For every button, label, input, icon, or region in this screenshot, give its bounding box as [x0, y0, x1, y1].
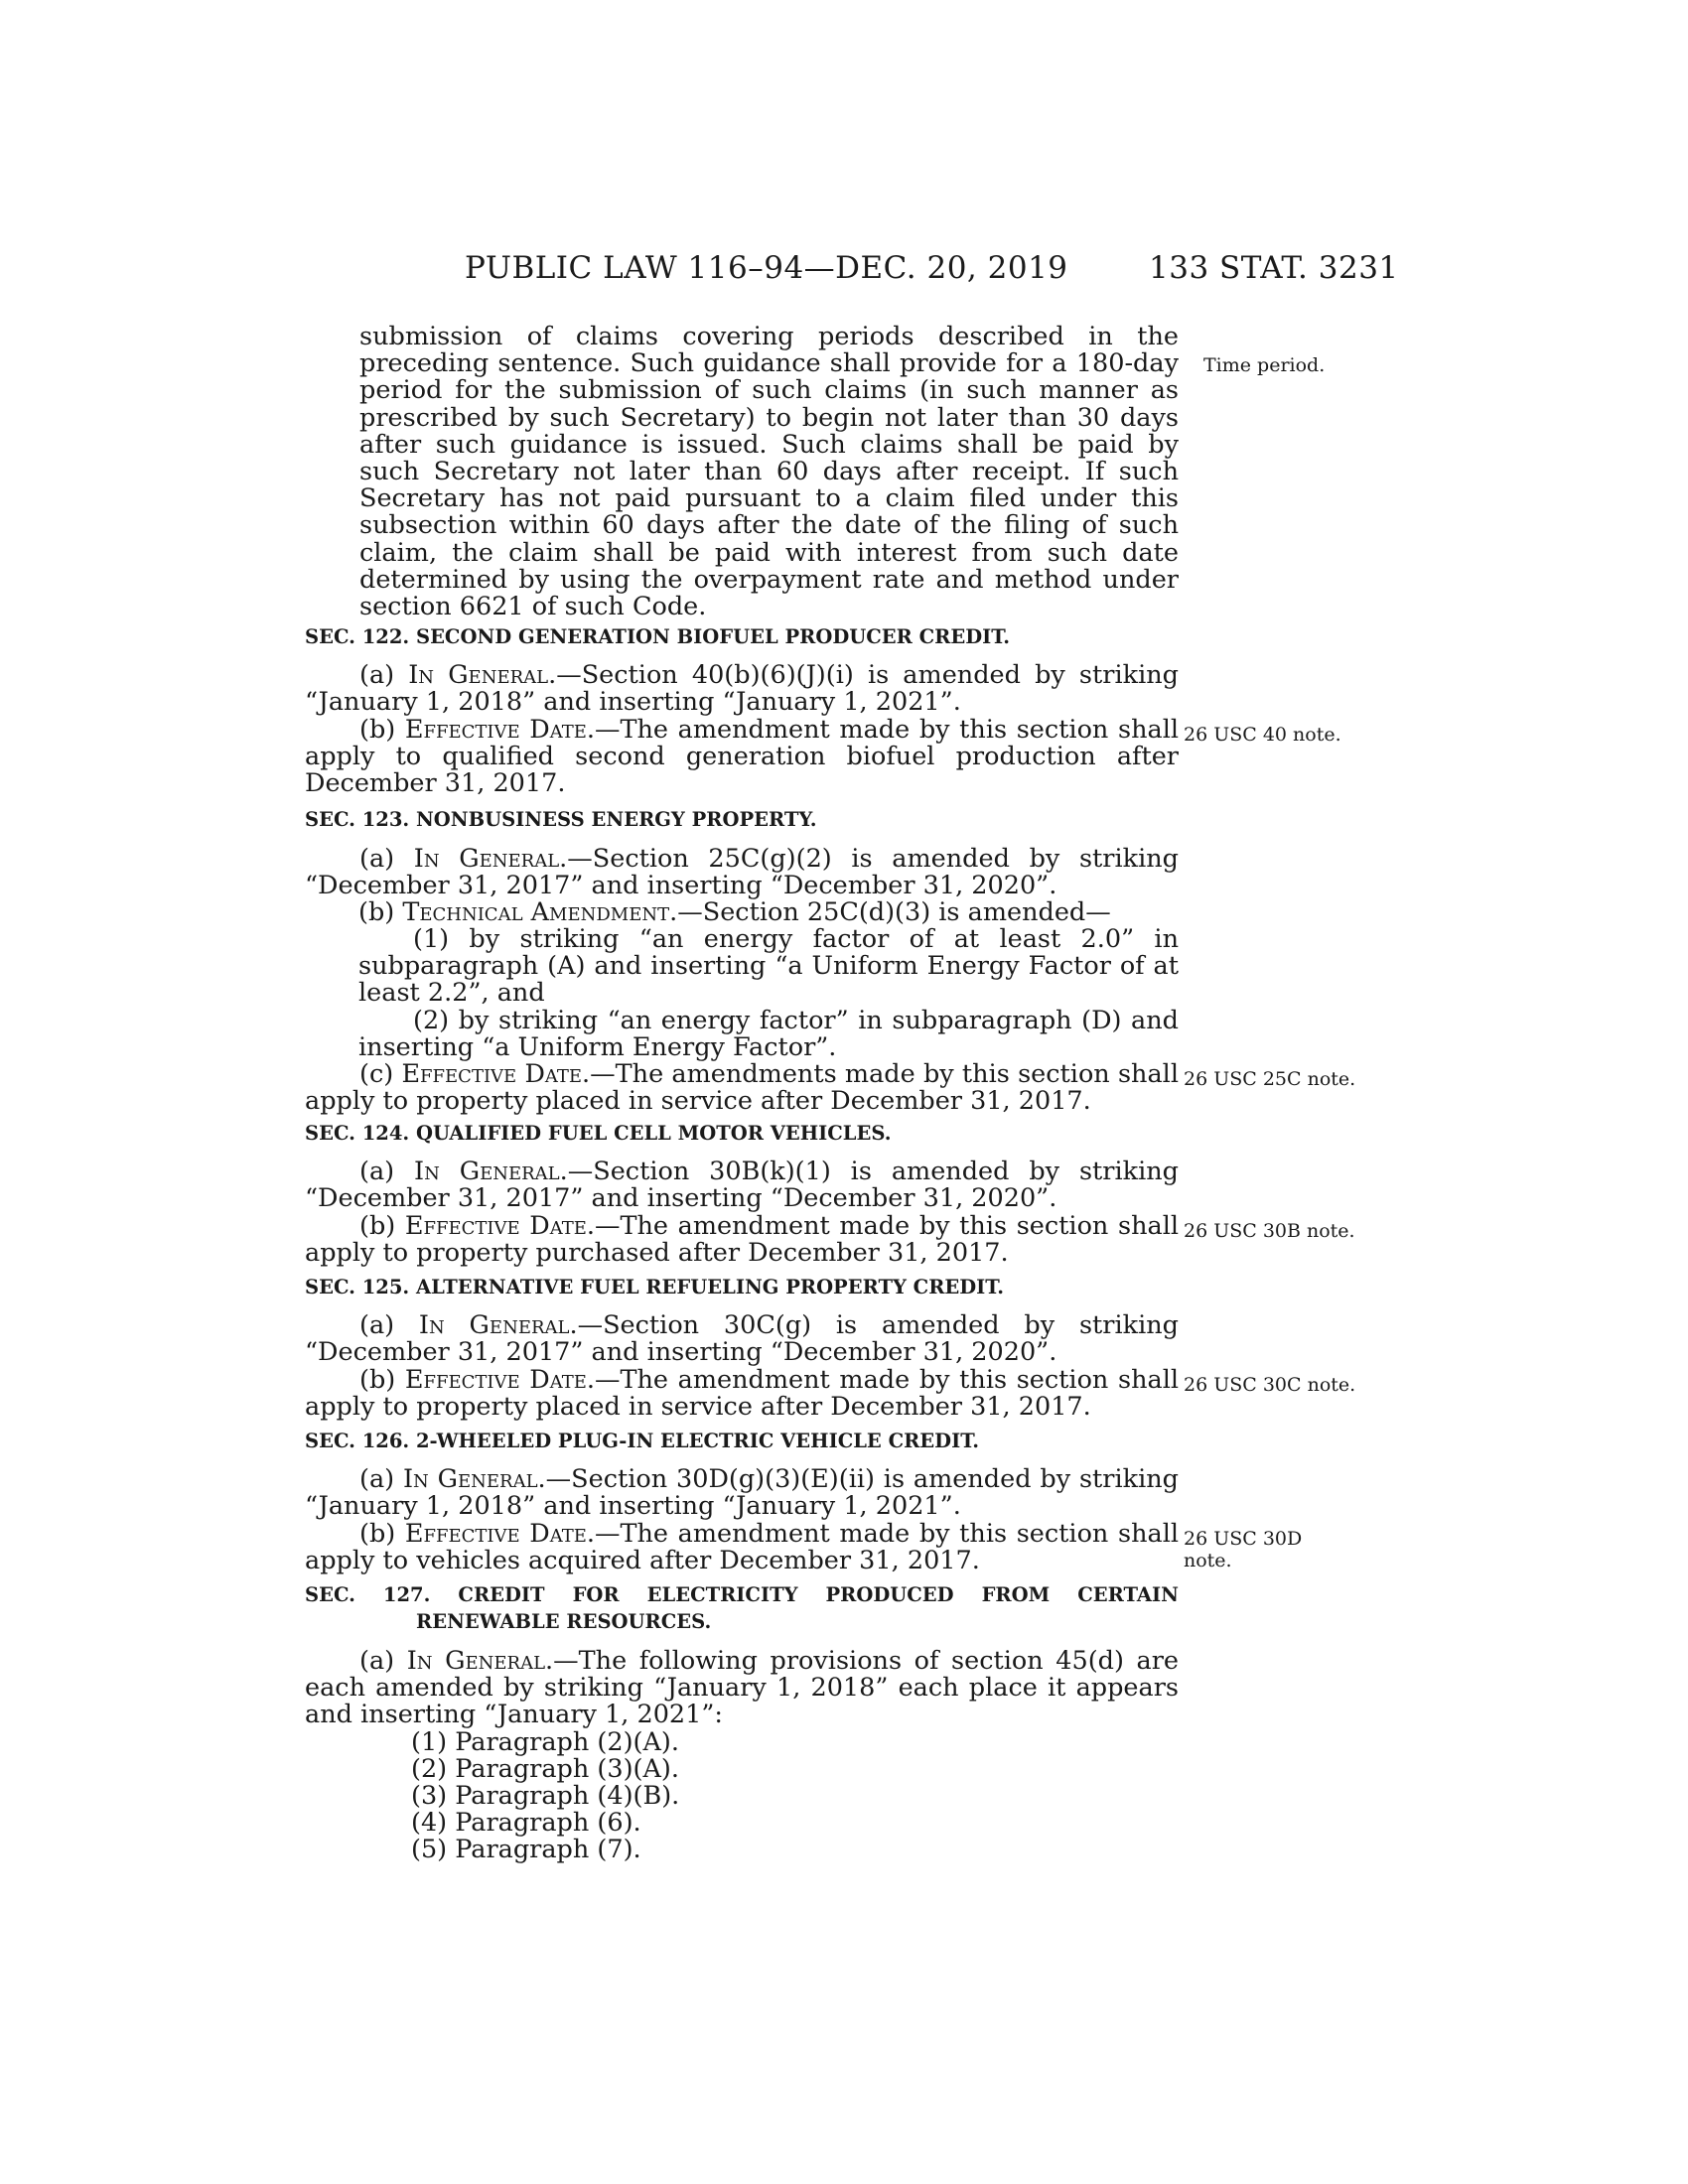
continuation-paragraph: submission of claims covering periods described in the preceding sentence. Such guidance shall provide for a 180-day period for the submission of such claims (in such manner as prescribed by such Secretary) to begin not later than 30 days after such guidance is issued. Such claims shall be paid by such Secretary not later than 60 days after receipt. If such Secretary has not paid pursuant to a claim filed under this subsection within 60 days after the date of the filing of such claim, the claim shall be paid with interest from such date determined by using the overpayment rate and method under section 6621 of such Code. — [359, 322, 1179, 622]
section-125-subsection-a: (a) In General.—Section 30C(g) is amended by striking “December 31, 2017” and inserting “December 31, 2020”. — [305, 1310, 1179, 1368]
section-127-heading-text: SEC. 127. CREDIT FOR ELECTRICITY PRODUCED FROM CERTAIN RENEWABLE RESOURCES. — [305, 1583, 1179, 1633]
section-125-subsection-b: (b) Effective Date.—The amendment made by this section shall apply to property placed in service after December 31, 2017. — [305, 1365, 1179, 1423]
section-127-subsection-a: (a) In General.—The following provisions of section 45(d) are each amended by striking “January 1, 2018” each place it appears and inserting “January 1, 2021”: — [305, 1646, 1179, 1730]
section-126-subsection-b: (b) Effective Date.—The amendment made by this section shall apply to vehicles acquired after December 31, 2017. — [305, 1519, 1179, 1576]
running-header-title: PUBLIC LAW 116–94—DEC. 20, 2019 — [465, 250, 1068, 286]
section-124-subsection-b: (b) Effective Date.—The amendment made by this section shall apply to property purchased after December 31, 2017. — [305, 1211, 1179, 1269]
section-122-subsection-b: (b) Effective Date.—The amendment made by this section shall apply to qualified second generation biofuel production after December 31, 2017. — [305, 715, 1179, 799]
section-122-subsection-a: (a) In General.—Section 40(b)(6)(J)(i) is amended by striking “January 1, 2018” and inserting “January 1, 2021”. — [305, 660, 1179, 718]
section-123-subsection-b: (b) Technical Amendment.—Section 25C(d)(3) is amended— — [358, 897, 1111, 927]
section-127-list-item: (2) Paragraph (3)(A). — [411, 1754, 679, 1784]
margin-note-sec-125: 26 USC 30C note. — [1184, 1374, 1356, 1396]
margin-note-sec-122: 26 USC 40 note. — [1184, 724, 1341, 746]
section-127-heading — [305, 1581, 1179, 1635]
section-122-heading: SEC. 122. SECOND GENERATION BIOFUEL PRODUCER CREDIT. — [305, 625, 1011, 648]
section-125-heading: SEC. 125. ALTERNATIVE FUEL REFUELING PROPERTY CREDIT. — [305, 1276, 1005, 1298]
section-127-list-item: (4) Paragraph (6). — [411, 1808, 641, 1838]
section-127-list-item: (1) Paragraph (2)(A). — [411, 1727, 679, 1757]
section-123-paragraph-b2: (2) by striking “an energy factor” in subparagraph (D) and inserting “a Uniform Energy Factor”. — [358, 1006, 1179, 1063]
section-124-heading: SEC. 124. QUALIFIED FUEL CELL MOTOR VEHICLES. — [305, 1122, 892, 1145]
section-123-heading: SEC. 123. NONBUSINESS ENERGY PROPERTY. — [305, 808, 817, 831]
running-header-stat-page: 133 STAT. 3231 — [1149, 250, 1399, 286]
margin-note-sec-124: 26 USC 30B note. — [1184, 1220, 1355, 1242]
section-123-subsection-c: (c) Effective Date.—The amendments made by this section shall apply to property placed in service after December 31, 2017. — [305, 1059, 1179, 1117]
section-123-paragraph-b1: (1) by striking “an energy factor of at least 2.0” in subparagraph (A) and inserting “a Uniform Energy Factor of at least 2.2”, and — [358, 924, 1179, 1009]
section-124-subsection-a: (a) In General.—Section 30B(k)(1) is amended by striking “December 31, 2017” and inserting “December 31, 2020”. — [305, 1157, 1179, 1214]
section-126-subsection-a: (a) In General.—Section 30D(g)(3)(E)(ii) is amended by striking “January 1, 2018” and inserting “January 1, 2021”. — [305, 1464, 1179, 1522]
margin-note-sec-126: 26 USC 30D note. — [1184, 1528, 1303, 1571]
section-127-list-item: (5) Paragraph (7). — [411, 1835, 641, 1864]
margin-note-sec-123: 26 USC 25C note. — [1184, 1068, 1356, 1090]
section-123-subsection-a: (a) In General.—Section 25C(g)(2) is amended by striking “December 31, 2017” and inserting “December 31, 2020”. — [305, 844, 1179, 901]
section-127-list-item: (3) Paragraph (4)(B). — [411, 1781, 680, 1811]
section-126-heading: SEC. 126. 2-WHEELED PLUG-IN ELECTRIC VEHICLE CREDIT. — [305, 1430, 979, 1452]
margin-note-time-period: Time period. — [1203, 354, 1326, 376]
